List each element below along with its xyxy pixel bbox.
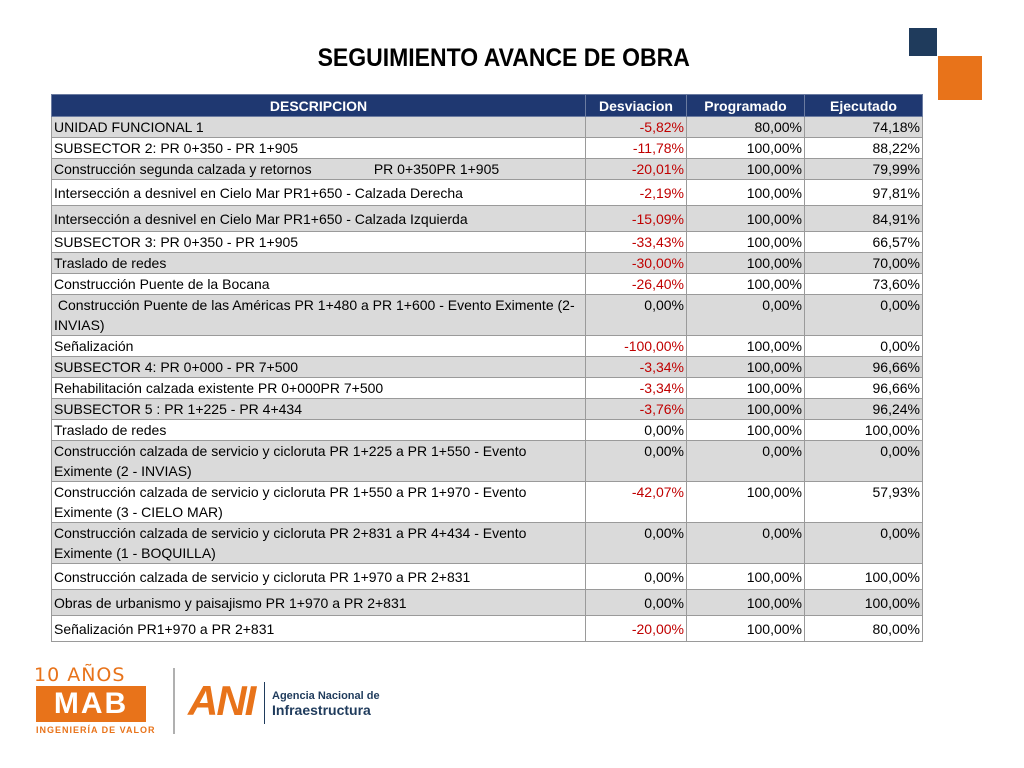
table-row (52, 206, 923, 232)
cell-programado: 100,00% (687, 357, 805, 378)
cell-desviacion: 0,00% (586, 441, 687, 482)
cell-ejecutado: 100,00% (805, 590, 923, 616)
cell-desviacion: -42,07% (586, 482, 687, 523)
cell-ejecutado: 79,99% (805, 159, 923, 180)
cell-descripcion: Construcción calzada de servicio y cicloruta PR 1+970 a PR 2+831 (52, 564, 586, 590)
cell-programado: 0,00% (687, 523, 805, 564)
mab-tagline: INGENIERÍA DE VALOR (36, 725, 156, 735)
cell-ejecutado: 96,24% (805, 399, 923, 420)
table-row (52, 232, 923, 253)
cell-programado: 100,00% (687, 482, 805, 523)
decorative-orange-square (938, 56, 982, 100)
cell-descripcion: SUBSECTOR 3: PR 0+350 - PR 1+905 (52, 232, 586, 253)
ani-logo (188, 676, 378, 734)
cell-desviacion: 0,00% (586, 523, 687, 564)
cell-ejecutado: 0,00% (805, 295, 923, 336)
cell-ejecutado: 0,00% (805, 523, 923, 564)
table-row (52, 523, 923, 564)
cell-descripcion: Construcción calzada de servicio y cicloruta PR 1+550 a PR 1+970 - Evento Eximente (3 - CIELO MAR) (52, 482, 586, 523)
cell-programado: 100,00% (687, 253, 805, 274)
cell-programado: 80,00% (687, 117, 805, 138)
cell-desviacion: -20,01% (586, 159, 687, 180)
cell-descripcion: Construcción calzada de servicio y cicloruta PR 2+831 a PR 4+434 - Evento Eximente (1 - BOQUILLA) (52, 523, 586, 564)
cell-ejecutado: 74,18% (805, 117, 923, 138)
table-row (52, 274, 923, 295)
ani-logo-line1: Agencia Nacional de (272, 690, 380, 702)
cell-programado: 100,00% (687, 378, 805, 399)
ani-logo-line2: Infraestructura (272, 702, 371, 718)
cell-descripcion: Construcción calzada de servicio y cicloruta PR 1+225 a PR 1+550 - Evento Eximente (2 - INVIAS) (52, 441, 586, 482)
cell-ejecutado: 0,00% (805, 336, 923, 357)
table-row (52, 564, 923, 590)
cell-descripcion: SUBSECTOR 5 : PR 1+225 - PR 4+434 (52, 399, 586, 420)
table-row (52, 420, 923, 441)
cell-programado: 100,00% (687, 274, 805, 295)
cell-ejecutado: 66,57% (805, 232, 923, 253)
cell-ejecutado: 80,00% (805, 616, 923, 642)
cell-programado: 100,00% (687, 232, 805, 253)
cell-descripcion: Traslado de redes (52, 420, 586, 441)
cell-desviacion: 0,00% (586, 564, 687, 590)
table-row (52, 295, 923, 336)
cell-programado: 100,00% (687, 590, 805, 616)
cell-ejecutado: 73,60% (805, 274, 923, 295)
cell-desviacion: -3,34% (586, 357, 687, 378)
cell-ejecutado: 57,93% (805, 482, 923, 523)
table-body (52, 117, 923, 642)
header-programado: Programado (687, 95, 805, 117)
cell-desviacion: -2,19% (586, 180, 687, 206)
cell-programado: 100,00% (687, 180, 805, 206)
table-row (52, 378, 923, 399)
cell-descripcion: Traslado de redes (52, 253, 586, 274)
cell-programado: 100,00% (687, 336, 805, 357)
cell-ejecutado: 97,81% (805, 180, 923, 206)
cell-descripcion: Construcción segunda calzada y retornos PR 0+350PR 1+905 (52, 159, 586, 180)
cell-ejecutado: 96,66% (805, 357, 923, 378)
ani-logo-mark: ANI (188, 677, 255, 724)
header-ejecutado: Ejecutado (805, 95, 923, 117)
cell-programado: 100,00% (687, 420, 805, 441)
table-row (52, 180, 923, 206)
cell-descripcion: SUBSECTOR 2: PR 0+350 - PR 1+905 (52, 138, 586, 159)
table-row (52, 357, 923, 378)
cell-desviacion: -11,78% (586, 138, 687, 159)
cell-descripcion: SUBSECTOR 4: PR 0+000 - PR 7+500 (52, 357, 586, 378)
header-desviacion: Desviacion (586, 95, 687, 117)
cell-descripcion: Intersección a desnivel en Cielo Mar PR1+650 - Calzada Izquierda (52, 206, 586, 232)
cell-ejecutado: 96,66% (805, 378, 923, 399)
table-row (52, 253, 923, 274)
table-row (52, 336, 923, 357)
cell-ejecutado: 100,00% (805, 420, 923, 441)
cell-desviacion: -3,34% (586, 378, 687, 399)
logo-divider (173, 668, 175, 734)
cell-ejecutado: 84,91% (805, 206, 923, 232)
cell-descripcion: Construcción Puente de la Bocana (52, 274, 586, 295)
cell-ejecutado: 88,22% (805, 138, 923, 159)
cell-desviacion: -5,82% (586, 117, 687, 138)
table-row (52, 482, 923, 523)
cell-descripcion: Rehabilitación calzada existente PR 0+000PR 7+500 (52, 378, 586, 399)
cell-descripcion: Construcción Puente de las Américas PR 1+480 a PR 1+600 - Evento Eximente (2-INVIAS) (52, 295, 586, 336)
cell-ejecutado: 0,00% (805, 441, 923, 482)
cell-programado: 100,00% (687, 206, 805, 232)
cell-desviacion: -26,40% (586, 274, 687, 295)
table-row (52, 441, 923, 482)
cell-descripcion: Obras de urbanismo y paisajismo PR 1+970 a PR 2+831 (52, 590, 586, 616)
cell-descripcion: Señalización (52, 336, 586, 357)
mab-logo-name: MAB (53, 687, 129, 720)
table-header-row (52, 95, 923, 117)
cell-descripcion: UNIDAD FUNCIONAL 1 (52, 117, 586, 138)
cell-descripcion: Intersección a desnivel en Cielo Mar PR1+650 - Calzada Derecha (52, 180, 586, 206)
decorative-navy-square (909, 28, 937, 56)
page-title: SEGUIMIENTO AVANCE DE OBRA (317, 44, 690, 72)
cell-ejecutado: 100,00% (805, 564, 923, 590)
cell-desviacion: 0,00% (586, 295, 687, 336)
table-row (52, 616, 923, 642)
table-row (52, 399, 923, 420)
mab-years-text: 10 AÑOS (34, 664, 126, 686)
ani-logo-separator (264, 682, 265, 724)
table-row (52, 138, 923, 159)
table-row (52, 590, 923, 616)
cell-programado: 100,00% (687, 399, 805, 420)
table-row (52, 159, 923, 180)
cell-desviacion: 0,00% (586, 420, 687, 441)
cell-desviacion: -30,00% (586, 253, 687, 274)
cell-desviacion: -20,00% (586, 616, 687, 642)
cell-ejecutado: 70,00% (805, 253, 923, 274)
cell-descripcion: Señalización PR1+970 a PR 2+831 (52, 616, 586, 642)
cell-programado: 0,00% (687, 441, 805, 482)
cell-programado: 100,00% (687, 138, 805, 159)
cell-programado: 100,00% (687, 564, 805, 590)
progress-table (51, 94, 923, 642)
cell-programado: 100,00% (687, 159, 805, 180)
cell-programado: 0,00% (687, 295, 805, 336)
cell-programado: 100,00% (687, 616, 805, 642)
cell-desviacion: -33,43% (586, 232, 687, 253)
cell-desviacion: -3,76% (586, 399, 687, 420)
cell-desviacion: -15,09% (586, 206, 687, 232)
cell-desviacion: -100,00% (586, 336, 687, 357)
cell-desviacion: 0,00% (586, 590, 687, 616)
header-descripcion: DESCRIPCION (52, 95, 586, 117)
table-row (52, 117, 923, 138)
mab-logo (34, 664, 156, 740)
